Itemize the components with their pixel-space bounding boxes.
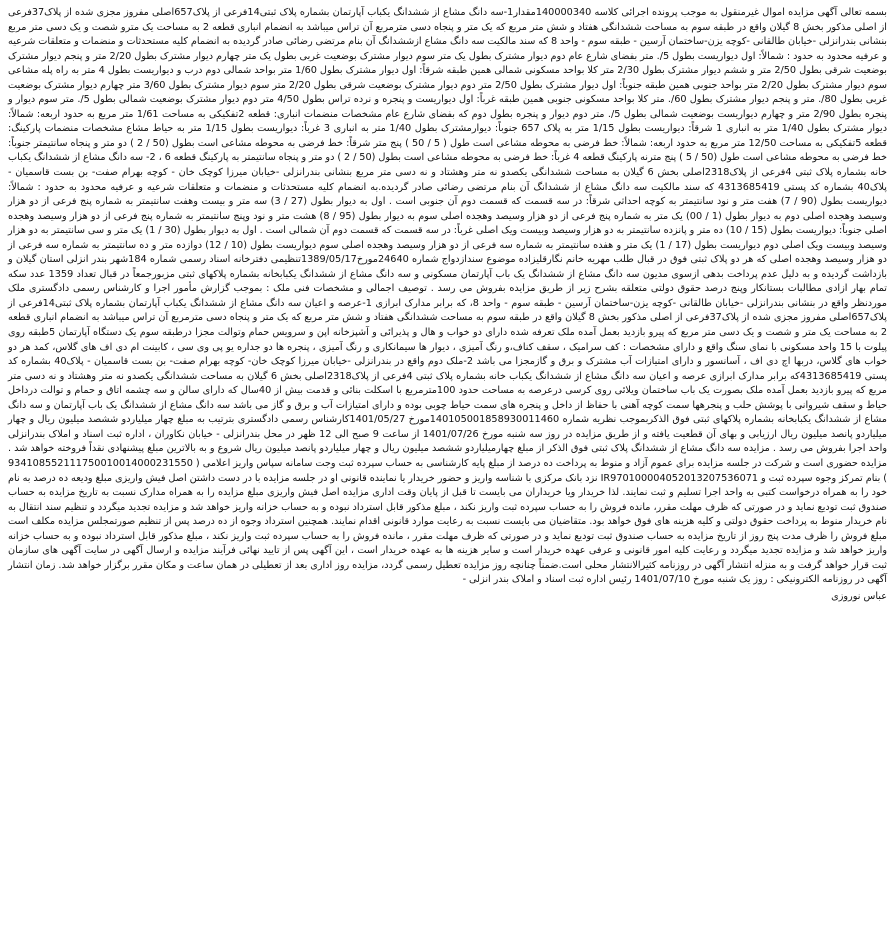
signature-name: عباس نوروزی <box>831 590 887 602</box>
notice-body-text: بسمه تعالی آگهی مزایده اموال غیرمنقول به موجب پرونده اجرائی کلاسه 140000340مقدار1-سه دانگ مشاع از ششدانگ یکباب آپارتمان بشماره پلاک ثبتی14فرعی از پلاک657اصلی مفروز مجزی شده از پلاک37فرعی از اصلی مذکور بخش 8 گیلان واقع در طبقه سوم به مساحت ششدانگی هفتاد و شش متر مربع که یک متر و پنجاه دسی مترمربع آن تراس میباشد به انضمام انباری قطعه 2 به مساحت یک مترو شصت و یک دسی متر مربع بنشانی بندرانزلی -خیابان طالقانی -کوچه یزن-ساختمان آرسین - طبقه سوم - واحد 8 که سند مالکیت سه دانگ مشاع ازششدانگ آن بنام مرتضی رضائی صادر گردیده به انضمام کلیه مستحدثات و منضمات و متعلقات شرعیه و عرفیه محدود به حدود : شمالاً: اول دیواریست بطول 5/. متر بفضای شارع عام دوم دیوار مشترک بطول یک متر سوم دیوار مشترک بوضعیت غربی بطول یک متر چهارم دیوار مشترک بطول 2/20 متر و پنجم دیوار مشترک بوضعیت شرقی بطول 2/50 متر و ششم دیوار مشترک بطول 2/30 متر کلا بواحد مسکونی شمالی همین طبقه شرقاً: اول دیوار مشترک بطول 1/60 متر بواحد شمالی دوم درب و دیواریست بطول 4 متر به راه پله مشاعی سوم دیوار مشترک بطول 2/20 متر بواحد جنوبی همین طبقه جنوباً: اول دیوار مشترک بطول 2/50 متر دوم دیوار مشترک بوضعیت شرقی بطول 2/20 متر سوم دیوار مشترک بطول 3/60 متر چهارم دیوار مشترک بوضعیت غربی بطول 80/. متر و پنجم دیوار مشترک بطول 60/. متر کلا بواحد مسکونی جنوبی همین طبقه غرباً: اول دیواریست و پنجره و نرده تراس بطول 4/50 متر دوم دیوار مشترک بوضعیت شمالی بطول 5/. متر سوم دیوار و پنجره بطول 2/90 متر و چهارم دیواریست بوضعیت شمالی بطول 5/. متر دوم دیوار و پنجره بطول دوم که بفضای شارع عام مشخصات منضمات انباری: قطعه 2تفکیکی به مساحت 1/61 متر مربع به حدود اربعه: شمالاً: دیوار مشترک بطول 1/40 متر به انباری 1 شرقاً: دیواریست بطول 1/15 متر به پلاک 657 جنوباً: دیوارمشترک بطول 1/40 متر به انباری 3 غرباً: دیواریست بطول 1/15 متر به حیاط مشاع مشخصات منضمات پارکینگ: قطعه 5تفکیکی به مساحت 12/50 متر مربع به حدود اربعه: شمالاً: خط فرضی به محوطه مشاعی است طول ( 5 / 50 ) پنج متر شرقاً: خط فرضی به محوطه مشاعی است بطول (50 / 2 ) دو متر و پنجاه سانتیمتر جنوباً: خط فرضی به محوطه مشاعی است طول (50 / 5 ) پنج مترنه پارکینگ قطعه 4 غرباً: خط فرضی به محوطه مشاعی است بطول (50 / 2 ) دو متر و پنجاه سانتیمتر به پارکینگ قطعه 6 ، 2- سه دانگ مشاع از ششدانگ یکباب خانه بشماره پلاک ثبتی 4فرعی از پلاک2318اصلی بخش 6 گیلان به مساحت ششدانگی یکصدو نه متر وهشتاد و نه دسی متر مربع بنشانی بندرانزلی -خیابان میرزا کوچک خان - کوچه بهرام صفت- بن بست قاسمیان - پلاک40 بشماره کد پستی 4313685419 که سند مالکیت سه دانگ مشاع از ششدانگ آن بنام مرتضی رضائی صادر گردیده.به انضمام کلیه مستحدثات و منضمات و متعلقات شرعیه و عرفیه محدود به حدود : شمالاً: دیواریست بطول (90 / 7) هفت متر و نود سانتیمتر به کوچه احداثی شرقاً: در سه قسمت که قسمت دوم آن جنوبی است . اول به دیوار بطول (27 / 3) سه متر و بیست وهفت سانتیمتر به شماره پنج فرعی از دو هزار وسیصد وهجده اصلی دوم به دیوار بطول (1 / 00) یک متر به شماره پنج فرعی از دو هزار وسیصد وهجده اصلی سوم به دیوار بطول (95 / 8) هشت متر و نود وپنج سانتیمتر به شماره پنج فرعی از دو هزار وسیصد وهجده اصلی جنوباً: دیواریست بطول (15 / 10) ده متر و پانزده سانتیمتر به دو هزار وسیصد وبیست ویک اصلی غرباً: در سه قسمت که قسمت دوم آن شمالی است . اول به دیوار بطول (30 / 1) یک متر و سی سانتیمتر به دو هزار وسیصد وبیست ویک اصلی دوم دیواریست بطول (17 / 1) یک متر و هفده سانتیمتر به شماره سه فرعی از دو هزار وسیصد وهجده اصلی سوم دیواریست بطول (10 / 12) دوازده متر و ده سانتیمتر به شماره سه فرعی از دو هزار وسیصد وهجده اصلی که هر دو پلاک ثبتی فوق در قبال طلب مهریه خانم نگارقلیزاده موضوع سندازدواج شماره 24640مورخ1389/05/17تنظیمی دفترخانه اسناد رسمی شماره 184شهر بندر انزلی استان گیلان و بازداشت گردیده و به دلیل عدم پرداخت بدهی ازسوی مدیون سه دانگ مشاع از ششدانگ یک باب آپارتمان مسکونی و سه دانگ مشاع از ششدانگ یکبابخانه بشماره پلاکهای ثبتی مزبورجمعاً در قبال تعداد 1359 عدد سکه تمام بهار ازادی مطالبات بستانکار وپنج درصد حقوق دولتی متعلقه بشرح زیر از طریق مزایده بفروش می رسد . توصیف اجمالی و مشخصات فنی ملک : بموجب گزارش مأمور اجرا و کارشناس رسمی دادگستری ملک موردنظر واقع در بنشانی بندرانزلی -خیابان طالقانی -کوچه یزن-ساختمان آرسین - طبقه سوم - واحد 8، که برابر مدارک ابرازی 1-عرصه و اعیان سه دانگ مشاع از ششدانگ یکباب آپارتمان بشماره پلاک ثبتی14فرعی از پلاک657اصلی مفروز مجزی شده از پلاک37فرعی از اصلی مذکور بخش 8 گیلان واقع در طبقه سوم به مساحت ششدانگی هفتاد و شش متر مربع که یک متر و پنجاه دسی مترمربع آن تراس میباشد به انضمام انباری قطعه 2 به مساحت یک متر و شصت و یک دسی متر مربع که پیرو بازدید بعمل آمده ملک تعرفه شده دارای دو خواب و هال و پذیرائی و آشپزخانه اپن و سرویس حمام وتوالت مجزا درطبقه سوم یک دستگاه آپارتمان 5طبقه روی پیلوت با 15 واحد مسکونی با نمای سنگ واقع و دارای مشخصات : کف سرامیک ، سقف کناف،و رنگ آمیزی ، دیوار ها سیمانکاری و رنگ آمیزی ، پنجره ها دو جداره یو پی وی سی ، کابینت ام دی اف های گلاس، کمد هر دو خواب های گلاس، دربها اچ دی اف ، آسانسور و دارای امتیازات آب مشترک و برق و گازمجزا می باشد 2-ملک دوم واقع در بندرانزلی -خیابان میرزا کوچک خان- کوچه بهرام صفت- بن بست قاسمیان - پلاک40 بشماره کد پستی 4313685419که برابر مدارک ابرازی عرصه و اعیان سه دانگ مشاع از ششدانگ یکباب خانه بشماره پلاک ثبتی 4فرعی از پلاک2318اصلی بخش 6 گیلان به مساحت ششدانگی یکصدو نه متر وهشتاد و نه دسی متر مربع که پیرو بازدید بعمل آمده ملک بصورت یک باب ساختمان ویلائی روی کرسی درعرصه به مساحت حدود 100مترمربع با اسکلت بنائی و قدمت بیش از 40سال که دارای سالن و سه چشمه اتاق و حمام و توالت درداخل حیاط و سقف شیروانی با پوشش حلب و پنجرهها سمت کوچه آهنی با حفاظ از داخل و پنجره های سمت حیاط چوبی بوده و دارای امتیازات آب و برق و گاز می باشد سه دانگ مشاع از ششدانگ یک باب آپارتمان و سه دانگ مشاع از ششدانگ یکبابخانه بشماره پلاکهای ثبتی فوق الذکربموجب نظریه شماره 140105001858930011460مورخ 1401/05/27کارشناس رسمی دادگستری بترتیب به مبلغ چهار میلیاردو ششصد میلیون ریال و چهار میلیاردو پانصد میلیون ریال ارزیابی و بهای آن قطعیت یافته و از طریق مزایده در روز سه شنبه مورخ 1401/07/26 از ساعت 9 صبح الی 12 ظهر در محل بندرانزلی - خیابان نکاوران ، اداره ثبت اسناد و املاک بندرانزلی واحد اجرا بفروش می رسد . مزایده سه دانگ مشاع از ششدانگ پلاک ثبتی فوق الذکر از مبلغ چهارمیلیاردو ششصد میلیون ریال و چهار میلیاردو پانصد میلیون ریال شروع و به بالاترین مبلغ پیشنهادی نقداً فروخته خواهد شد . مزایده حضوری است و شرکت در جلسه مزایده برای عموم آزاد و منوط به پرداخت ده درصد از مبلغ پایه کارشناسی به حساب سپرده ثبت وجت سامانه سپاس واریز اعلامی ( 934108552111750010014000231550 ) بنام تمرکز وجوه سپرده ثبت و IR970100004052013207536071 نزد بانک مرکزی با شناسه واریز و حضور خریدار یا نماینده قانونی او در جلسه مزایده با در دست داشتن اصل فیش واریزی مبلغ ودیعه ده درصد به نام خود را به همراه درخواست کتبی به واحد اجرا تسلیم و ثبت نمایند. لذا خریدار ویا خریداران می بایست تا قبل از پایان وقت اداری مزایده اصل فیش واریزی مبلغ مزایده را به همراه مدارک نسبت به تاریخ مزایده به حساب صندوق ثبت تودیع نماید و در صورتی که ظرف مهلت مقرر، مانده فروش را به حساب سپرده ثبت واریز نکند ، مبلغ مذکور قابل استرداد نبوده و به حساب خزانه واریز خواهد شد و مزایده تجدید میگردد و تنظیم سند انتقال به نام خریدار منوط به پرداخت حقوق دولتی و کلیه هزینه های فوق خواهد بود. متقاضیان می بایست نسبت به رعایت موارد قانونی اقدام نمایند. همچنین استرداد وجوه از ده درصد پس از تنظیم صورتمجلس مزایده مکلف است مبلغ فروش را ظرف مدت پنج روز از تاریخ مزایده به حساب صندوق ثبت تودیع نماید و در صورتی که ظرف مهلت مقرر ، مانده فروش را به حساب سپرده ثبت واریز نکند ، مبلغ مذکور قابل استرداد نبوده و به حساب خزانه واریز خواهد شد و مزایده تجدید میگردد و رعایت کلیه امور قانونی و عرفی عهده خریدار است و سایر هزینه ها به عهده خریدار است ، این آگهی پس از تایید نهائی فرآیند مزایده و ارسال آگهی در سایت آگهی های سازمان ثبت قرار خواهد گرفت و به منزله انتشار آگهی در روزنامه کثیرالانتشار محلی است.ضمناً چنانچه روز مزایده تعطیل رسمی گردد، مزایده روز اداری بعد از تعطیلی در همان ساعت و مکان مقرر برگزار خواهد شد. زمان انتشار آگهی در روزنامه الکترونیکی : روز یک شنبه مورخ 1401/07/10 رئیس اداره ثبت اسناد و املاک بندر انزلی - <box>8 7 888 586</box>
